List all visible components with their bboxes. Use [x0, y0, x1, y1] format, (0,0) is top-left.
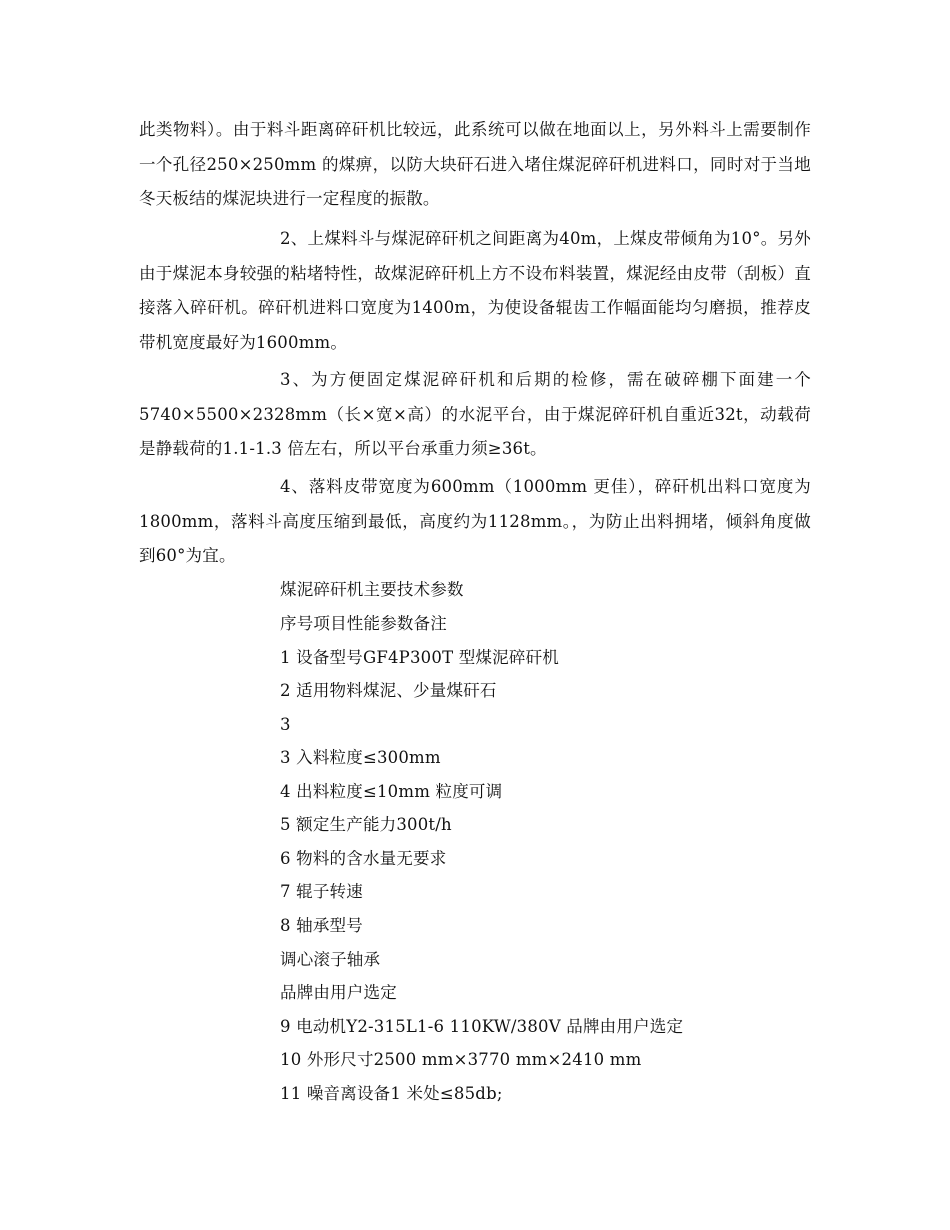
spec-line: 6 物料的含水量无要求 [280, 849, 447, 868]
spec-line: 3 [280, 715, 291, 734]
spec-line: 5 额定生产能力300t/h [280, 815, 452, 834]
paragraph-item-3: 3、为方便固定煤泥碎矸机和后期的检修，需在破碎棚下面建一个5740×5500×2328mm（长×宽×高）的水泥平台，由于煤泥碎矸机自重近32t，动载荷是静载荷的1.1-1.3 倍左右，所以平台承重力须≥36t。 [139, 370, 811, 458]
paragraph-item-4: 4、落料皮带宽度为600mm（1000mm 更佳），碎矸机出料口宽度为1800mm，落料斗高度压缩到最低，高度约为1128mm。，为防止出料拥堵，倾斜角度做到60°为宜。 [139, 477, 811, 565]
spec-line: 3 入料粒度≤300mm [280, 748, 441, 767]
spec-line: 1 设备型号GF4P300T 型煤泥碎矸机 [280, 648, 559, 667]
spec-line: 7 辊子转速 [280, 882, 363, 901]
spec-line: 11 噪音离设备1 米处≤85db; [280, 1084, 503, 1103]
spec-line: 9 电动机Y2-315L1-6 110KW/380V 品牌由用户选定 [280, 1017, 684, 1036]
spec-line: 10 外形尺寸2500 mm×3770 mm×2410 mm [280, 1050, 642, 1069]
spec-title: 煤泥碎矸机主要技术参数 [280, 580, 464, 599]
paragraph-material-hopper: 此类物料）。由于料斗距离碎矸机比较远，此系统可以做在地面以上，另外料斗上需要制作一个孔径250×250mm 的煤痹，以防大块矸石进入堵住煤泥碎矸机进料口，同时对于当地冬天板结的煤泥块进行一定程度的振散。 [139, 120, 811, 208]
spec-line: 品牌由用户选定 [280, 983, 397, 1002]
spec-line: 8 轴承型号 [280, 916, 363, 935]
spec-line: 2 适用物料煤泥、少量煤矸石 [280, 681, 497, 700]
spec-line: 调心滚子轴承 [280, 950, 381, 969]
spec-line: 4 出料粒度≤10mm 粒度可调 [280, 782, 503, 801]
paragraph-item-2: 2、上煤料斗与煤泥碎矸机之间距离为40m，上煤皮带倾角为10°。另外由于煤泥本身较强的粘堵特性，故煤泥碎矸机上方不设布料装置，煤泥经由皮带（刮板）直接落入碎矸机。碎矸机进料口宽度为1400m，为使设备辊齿工作幅面能均匀磨损，推荐皮带机宽度最好为1600mm。 [139, 229, 811, 352]
spec-table-header: 序号项目性能参数备注 [280, 614, 447, 633]
